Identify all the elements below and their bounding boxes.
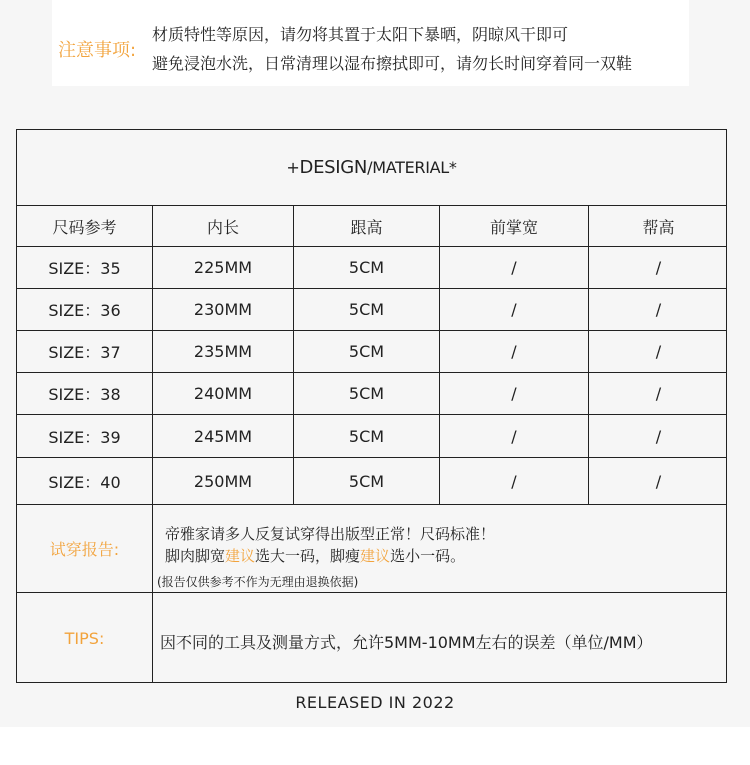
report-line-2-part: 脚肉脚宽 <box>165 547 226 565</box>
size-cell: SIZE：36 <box>48 301 121 320</box>
suggest-highlight: 建议 <box>225 547 256 565</box>
footer-band <box>0 727 750 765</box>
upper-cell: / <box>655 300 662 319</box>
upper-cell: / <box>655 258 662 277</box>
heel-cell: 5CM <box>348 342 385 361</box>
forefoot-cell: / <box>511 300 517 319</box>
brand-design: DESIGN <box>299 157 368 178</box>
report-label: 试穿报告: <box>49 540 120 559</box>
header-forefoot-width: 前掌宽 <box>489 217 538 237</box>
report-line-1: 帝雅家请多人反复试穿得出版型正常！尺码标准！ <box>165 525 496 543</box>
notice-line-2: 避免浸泡水洗，日常清理以湿布擦拭即可，请勿长时间穿着同一双鞋 <box>152 54 633 73</box>
length-cell: 245MM <box>193 426 253 446</box>
header-size: 尺码参考 <box>52 217 117 237</box>
size-cell: SIZE：37 <box>48 343 121 362</box>
header-upper-height: 帮高 <box>642 217 675 237</box>
released-year: RELEASED IN 2022 <box>295 693 455 712</box>
brand-title <box>17 130 726 205</box>
suggest-highlight: 建议 <box>360 547 391 565</box>
notice-line-1: 材质特性等原因，请勿将其置于太阳下暴晒，阴晾风干即可 <box>152 25 569 44</box>
length-cell: 250MM <box>193 471 253 491</box>
heel-cell: 5CM <box>348 258 385 277</box>
length-cell: 230MM <box>193 300 253 319</box>
forefoot-cell: / <box>511 258 517 277</box>
brand-prefix: + <box>286 158 300 177</box>
heel-cell: 5CM <box>348 300 385 319</box>
report-line-2 <box>165 545 465 566</box>
tips-label: TIPS: <box>64 628 105 648</box>
report-line-2-part: 选小一码。 <box>390 547 466 565</box>
forefoot-cell: / <box>511 342 517 361</box>
length-cell: 240MM <box>193 384 253 403</box>
size-cell: SIZE：35 <box>48 259 121 278</box>
upper-cell: / <box>655 384 662 403</box>
forefoot-cell: / <box>511 426 517 446</box>
header-heel-height: 跟高 <box>350 217 383 237</box>
heel-cell: 5CM <box>348 384 385 403</box>
heel-cell: 5CM <box>348 426 385 446</box>
upper-cell: / <box>655 471 662 491</box>
report-note: (报告仅供参考不作为无理由退换依据) <box>157 575 359 589</box>
size-cell: SIZE：39 <box>48 427 121 447</box>
heel-cell: 5CM <box>348 471 385 491</box>
notice-box <box>52 0 689 86</box>
upper-cell: / <box>655 426 662 446</box>
size-cell: SIZE：38 <box>48 385 121 404</box>
brand-rest: /MATERIAL* <box>367 158 457 177</box>
length-cell: 225MM <box>193 258 253 277</box>
upper-cell: / <box>655 342 662 361</box>
report-line-2-part: 选大一码，脚瘦 <box>255 547 361 565</box>
forefoot-cell: / <box>511 384 517 403</box>
notice-title: 注意事项: <box>58 40 137 61</box>
forefoot-cell: / <box>511 471 517 491</box>
size-cell: SIZE：40 <box>48 472 121 492</box>
header-inner-length: 内长 <box>206 217 239 237</box>
size-chart <box>16 129 727 683</box>
length-cell: 235MM <box>193 342 253 361</box>
tips-text: 因不同的工具及测量方式，允许5MM-10MM左右的误差（单位/MM） <box>160 633 653 652</box>
